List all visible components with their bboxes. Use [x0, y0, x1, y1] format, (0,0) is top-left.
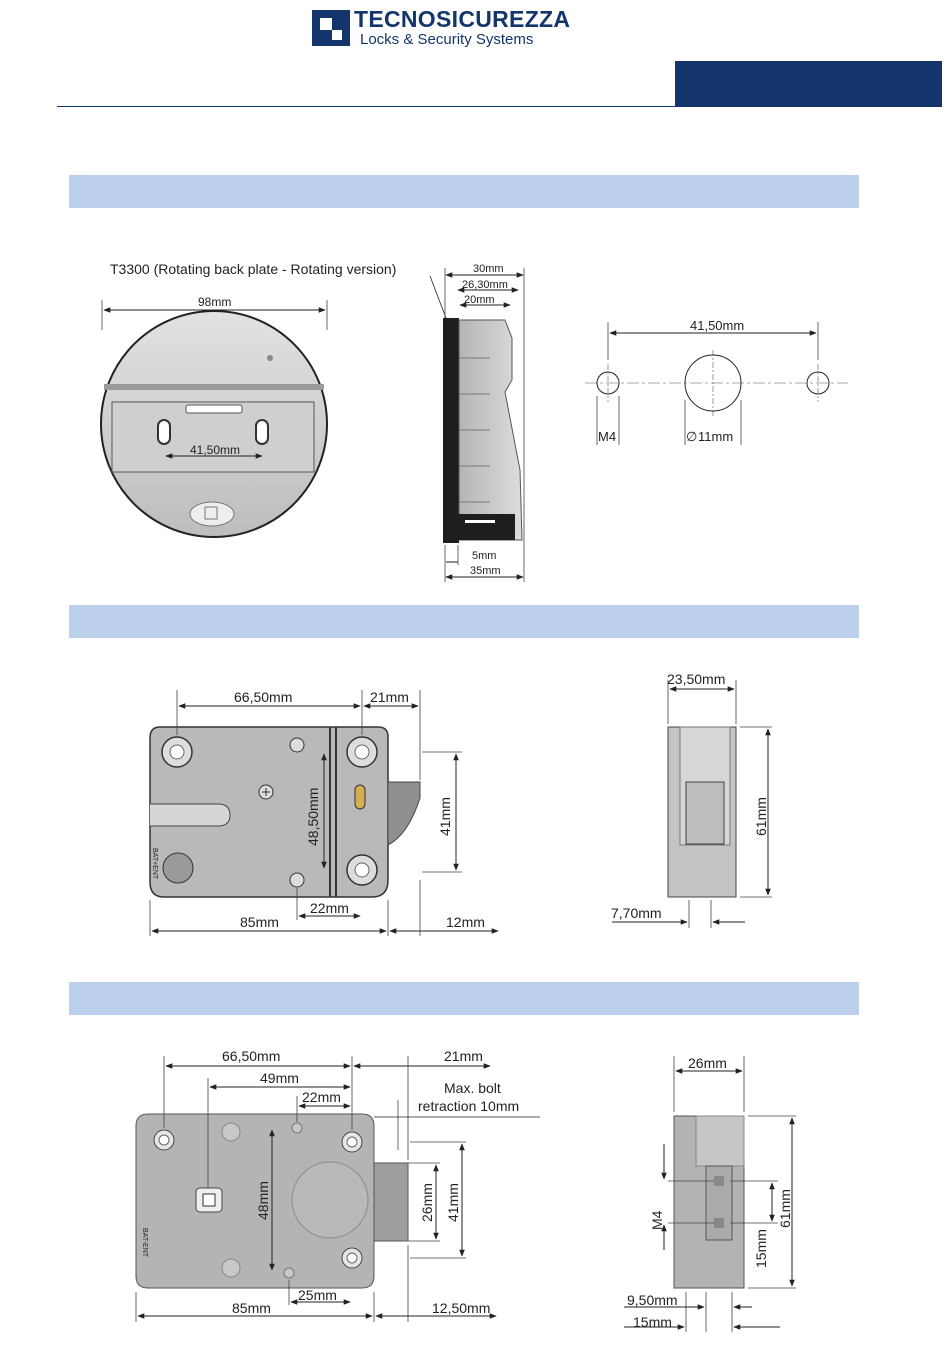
- dim-3-side-15b: 15mm: [633, 1314, 672, 1330]
- dim-3-side-26: 26mm: [688, 1055, 727, 1071]
- dim-3-22: 22mm: [302, 1089, 341, 1105]
- dim-98mm: 98mm: [198, 295, 232, 309]
- dim-3-49: 49mm: [260, 1070, 299, 1086]
- dim-3-side-61: 61mm: [777, 1189, 793, 1228]
- dim-3-side-950: 9,50mm: [627, 1292, 678, 1308]
- dim-hole-thread: M4: [598, 429, 617, 444]
- dim-2-side-2350: 23,50mm: [667, 671, 726, 687]
- drawing1-hole-pattern: [585, 322, 848, 445]
- brand-name: TECNOSICUREZZA: [354, 6, 571, 32]
- dim-3-41: 41mm: [445, 1183, 461, 1222]
- dim-3-26: 26mm: [419, 1183, 435, 1222]
- drawing1-front-view: [101, 300, 327, 537]
- dim-2-85: 85mm: [240, 914, 279, 930]
- dim-3-48: 48mm: [255, 1181, 271, 1220]
- drawing1-title: T3300 (Rotating back plate - Rotating version): [110, 261, 397, 277]
- dim-3-21: 21mm: [444, 1048, 483, 1064]
- brand-tagline: Locks & Security Systems: [360, 31, 534, 48]
- dim-3-bolt-2: retraction 10mm: [418, 1098, 520, 1114]
- dim-2-side-61: 61mm: [753, 797, 769, 836]
- dim-3-side-m4: M4: [649, 1210, 665, 1230]
- dim-2-41: 41mm: [437, 797, 453, 836]
- dim-side-35: 35mm: [470, 565, 501, 577]
- dim-2-4850: 48,50mm: [305, 787, 321, 846]
- dim-hole-center-prefix: ∅: [686, 429, 698, 444]
- dim-3-side-15: 15mm: [753, 1229, 769, 1268]
- dim-3-85: 85mm: [232, 1300, 271, 1316]
- bat-label-3: BAT-ENT: [141, 1228, 148, 1258]
- dim-side-2630: 26,30mm: [462, 279, 508, 291]
- bat-label-2: BAT+ENT: [151, 848, 158, 880]
- dim-side-30: 30mm: [473, 263, 504, 275]
- drawing1-side-view: [443, 268, 524, 582]
- dim-3-6650: 66,50mm: [222, 1048, 281, 1064]
- dim-side-5: 5mm: [472, 550, 497, 562]
- dim-side-20: 20mm: [464, 294, 495, 306]
- dim-2-21: 21mm: [370, 689, 409, 705]
- drawing2-side-view: [612, 680, 772, 928]
- dim-3-bolt-1: Max. bolt: [444, 1080, 501, 1096]
- dim-2-side-770: 7,70mm: [611, 905, 662, 921]
- dim-2-6650: 66,50mm: [234, 689, 293, 705]
- dim-2-12: 12mm: [446, 914, 485, 930]
- dim-hole-center: 11mm: [698, 429, 734, 444]
- dim-2-22: 22mm: [310, 900, 349, 916]
- dim-3-1250: 12,50mm: [432, 1300, 491, 1316]
- dim-3-25: 25mm: [298, 1287, 337, 1303]
- dim-hole-spacing: 41,50mm: [690, 318, 745, 333]
- drawing3-side-view: [624, 1056, 796, 1332]
- dim-slot-spacing: 41,50mm: [190, 443, 241, 457]
